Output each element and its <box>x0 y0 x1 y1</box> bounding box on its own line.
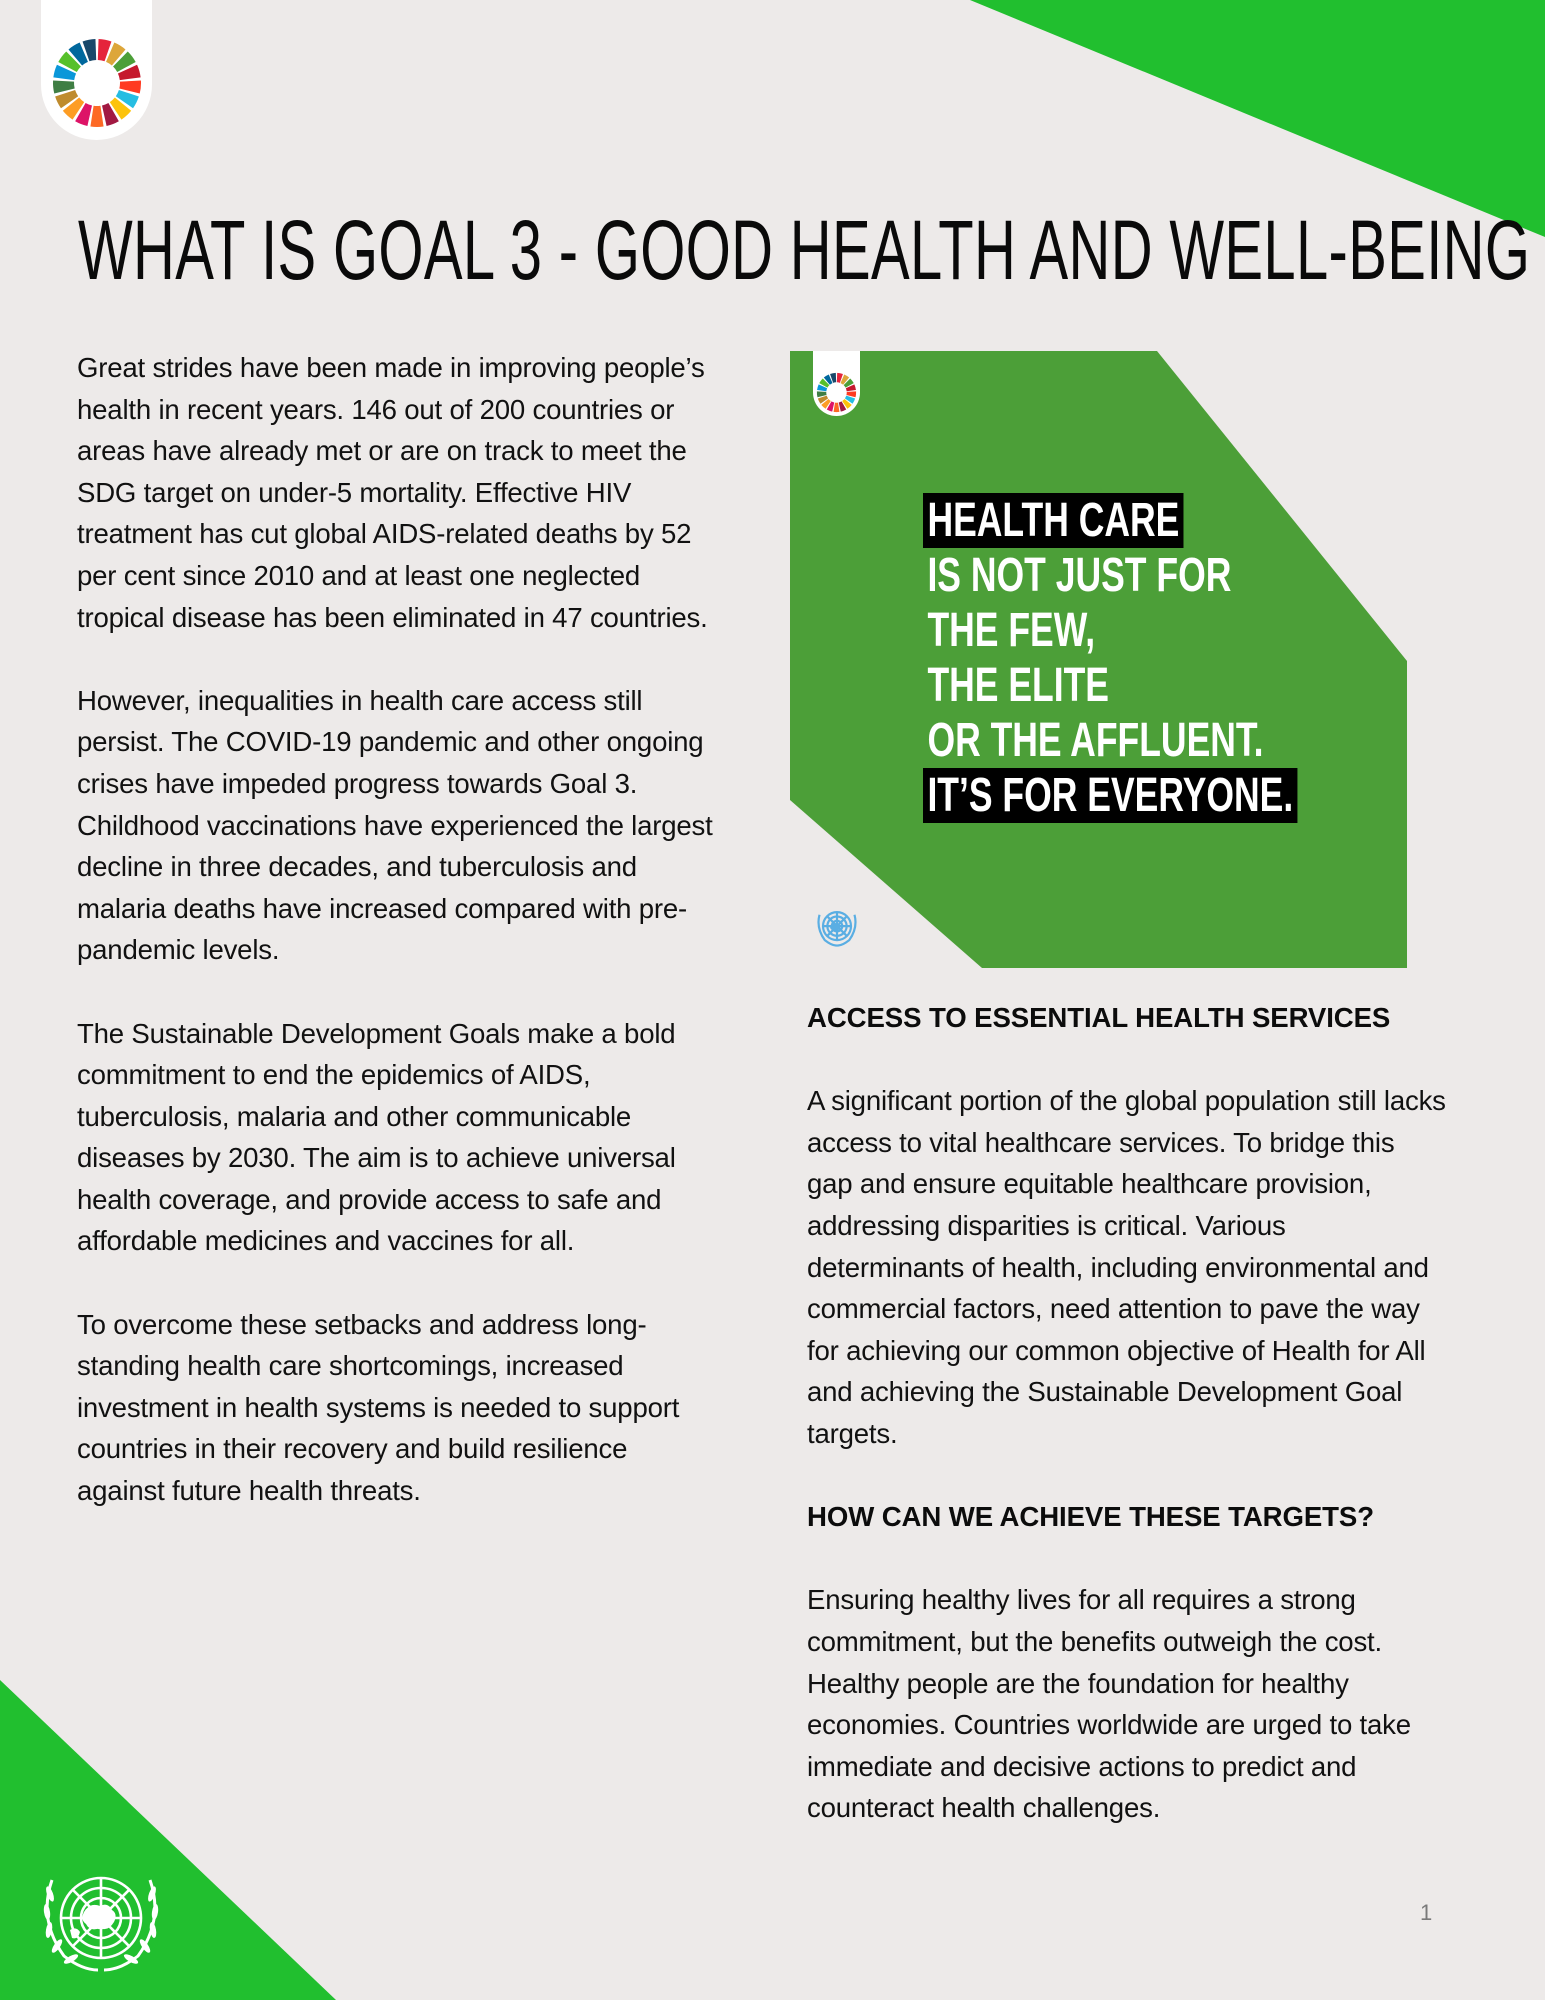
sdg-color-wheel-icon <box>816 372 857 413</box>
targets-heading: HOW CAN WE ACHIEVE THESE TARGETS? <box>807 1501 1374 1533</box>
sdg-color-wheel-icon <box>51 37 143 129</box>
access-heading: ACCESS TO ESSENTIAL HEALTH SERVICES <box>807 1002 1391 1033</box>
poster-line-highlight: HEALTH CARE <box>923 493 1429 548</box>
sdg-commitment-paragraph: The Sustainable Development Goals make a bold commitment to end the epidemics of AIDS, tuberculosis, malaria and other communicable diseases by 2030. The aim is to achieve universal health coverage, and provide access to safe and affordable medicines and vaccines for all. <box>77 1017 676 1257</box>
targets-paragraph: Ensuring healthy lives for all requires a strong commitment, but the benefits outweigh the cost. Healthy people are the foundation for healthy economies. Countries worldwide are urged to take immediate and decisive actions to predict and counteract health challenges. <box>807 1584 1411 1824</box>
page-title: WHAT IS GOAL 3 - GOOD HEALTH AND WELL-BEING <box>78 203 1531 297</box>
investment-paragraph: To overcome these setbacks and address long-standing health care shortcomings, increased investment in health systems is needed to support countries in their recovery and build resilience against future health threats. <box>77 1308 680 1507</box>
intro-paragraph: Great strides have been made in improving people’s health in recent years. 146 out of 200 countries or areas have already met or are on track to meet the SDG target on under-5 mortality. Effective HIV treatment has cut global AIDS-related deaths by 52 per cent since 2010 and at least one neglected tropical disease has been eliminated in 47 countries. <box>77 352 708 633</box>
poster-line-highlight: IT’S FOR EVERYONE. <box>923 768 1429 823</box>
right-column <box>807 997 1447 1829</box>
poster-line: IS NOT JUST FOR <box>927 549 1232 602</box>
inequalities-paragraph: However, inequalities in health care access still persist. The COVID-19 pandemic and other ongoing crises have impeded progress towards Goal 3. Childhood vaccinations have experienced the largest decline in three decades, and tuberculosis and malaria deaths have increased compared with pre-pandemic levels. <box>77 684 713 966</box>
health-care-poster <box>790 351 1407 968</box>
poster-line: THE FEW, <box>927 604 1096 657</box>
sdg-logo-badge <box>41 0 152 140</box>
page-number: 1 <box>1420 1900 1433 1925</box>
left-column <box>77 347 717 1512</box>
poster-sdg-tab <box>813 351 860 416</box>
access-paragraph: A significant portion of the global population still lacks access to vital healthcare services. To bridge this gap and ensure equitable healthcare provision, addressing disparities is critical. Various determinants of health, including environmental and commercial factors, need attention to pave the way for achieving our common objective of Health for All and achieving the Sustainable Development Goal targets. <box>807 1085 1446 1449</box>
poster-slogan <box>923 493 1429 823</box>
poster-line: THE ELITE <box>927 659 1109 712</box>
poster-line: OR THE AFFLUENT. <box>927 714 1264 767</box>
un-emblem-icon <box>815 906 859 948</box>
un-emblem-icon <box>40 1872 162 1976</box>
